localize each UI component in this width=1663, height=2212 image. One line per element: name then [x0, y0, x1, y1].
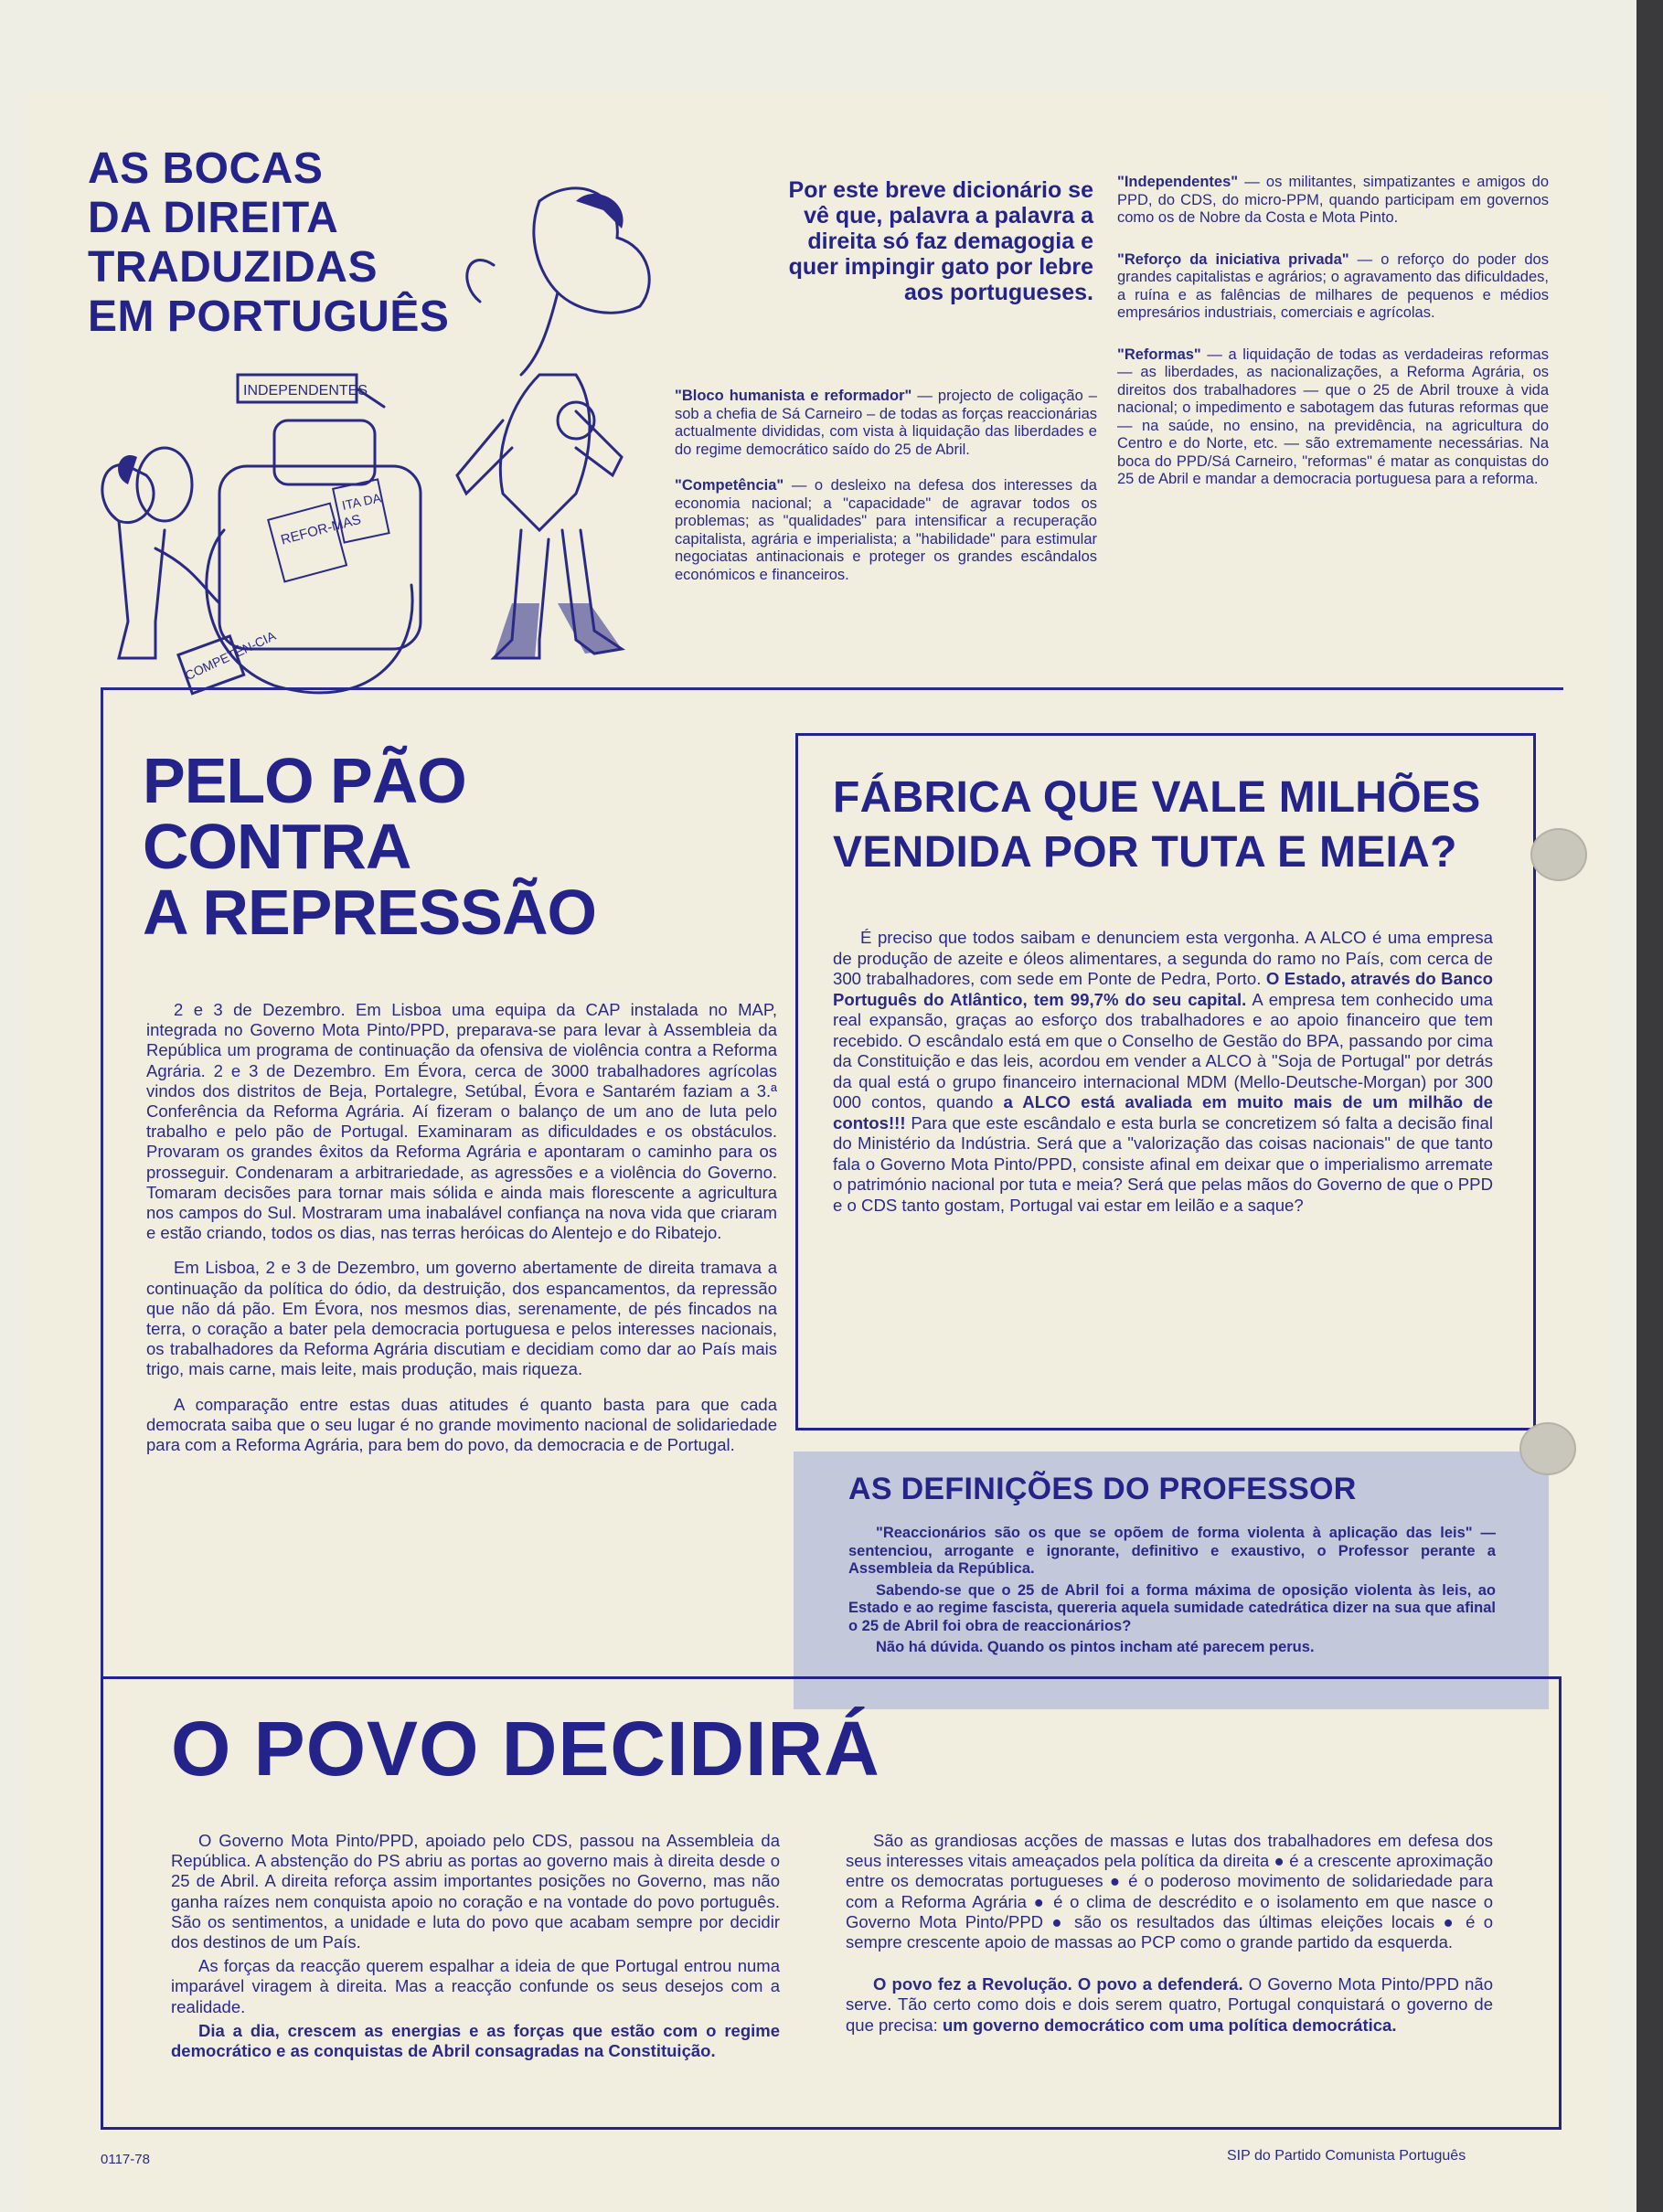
- professor-paragraph: Não há dúvida. Quando os pintos incham até parecem perus.: [876, 1639, 1315, 1655]
- top-title-line: DA DIREITA: [88, 194, 339, 242]
- top-title-line: EM PORTUGUÊS: [88, 292, 450, 341]
- professor-title: AS DEFINIÇÕES DO PROFESSOR: [848, 1472, 1357, 1506]
- povo-bold: O povo fez a Revolução. O povo a defenderá.: [873, 1974, 1243, 1994]
- punch-hole: [1519, 1422, 1576, 1475]
- fabrica-text: Para que este escândalo e esta burla se concretizem só falta a decisão final do Ministério da Indústria. Será que a "valorização das coisas nacionais" de que tanto fala o Governo Mota Pinto/PPD, consiste afinal em deixar que o imperialismo arremate o património nacional por tuta e meia? Será que pelas mãos do Governo de que o PPD e o CDS tanto gostam, Portugal vai estar em leilão e a saque?: [833, 1112, 1493, 1215]
- cartoon-illustration: [64, 146, 695, 731]
- povo-paragraph: Dia a dia, crescem as energias e as forças que estão com o regime democrático e as conquistas de Abril consagradas na Constituição.: [171, 2020, 780, 2061]
- entry-independentes: [1117, 174, 1549, 228]
- entry-text: — o reforço do poder dos grandes capitalistas e agrários; o agravamento das dificuldades, a ruína e as falências de milhares de pequenos e médios empresários industriais, comerciais e agrícolas.: [1117, 250, 1549, 321]
- independentes-tag: INDEPENDENTES: [243, 383, 368, 399]
- fabrica-title: [833, 771, 1481, 880]
- dictionary-right-column: [1117, 174, 1549, 493]
- pao-article: [146, 1000, 777, 1459]
- entry-text: — projecto de coligação – sob a chefia de Sá Carneiro – de todas as forças reaccionárias actualmente divididas, com vista à liquidação das liberdades e do regime democrático saído do 25 de Abril.: [675, 388, 1097, 458]
- top-title-line: TRADUZIDAS: [88, 243, 378, 292]
- entry-bloco: [675, 388, 1097, 459]
- section-divider: [101, 687, 1563, 690]
- leaflet-sheet: [27, 91, 1609, 2212]
- povo-left-column: [171, 1831, 780, 2065]
- fabrica-bold: O Estado, através do Banco Português do Atlântico, tem 99,7% do seu capital.: [833, 969, 1493, 1009]
- fabrica-article: [833, 928, 1493, 1219]
- povo-paragraph: As forças da reacção querem espalhar a ideia de que Portugal entrou numa imparável viragem à direita. Mas a reacção confunde os seus desejos com a realidade.: [171, 1956, 780, 2016]
- pao-title-line: CONTRA: [143, 811, 411, 882]
- top-title-line: AS BOCAS: [88, 144, 324, 193]
- pao-paragraph: 2 e 3 de Dezembro. Em Lisboa uma equipa da CAP instalada no MAP, integrada no Governo Mota Pinto/PPD, preparava-se para levar à Assembleia da República um programa de continuação da ofensiva de violência contra a Reforma Agrária. 2 e 3 de Dezembro. Em Évora, cerca de 3000 trabalhadores agrícolas vindos dos distritos de Beja, Portalegre, Setúbal, Évora e Santarém faziam a 3.ª Conferência da Reforma Agrária. Aí fizeram o balanço de um ano de luta pelo trabalho e pelo pão de Portugal. Examinaram as dificuldades e os obstáculos. Provaram os grandes êxitos da Reforma Agrária e apontaram o caminho para os prosseguir. Condenaram a arbitrariedade, as agressões e a violência do Governo. Tomaram decisões para tornar mais sólida e ainda mais florescente a agricultura nos campos do Sul. Mostraram uma inabalável confiança na nova vida que criaram e estão criando, todos os dias, nas terras heróicas do Alentejo e do Ribatejo.: [146, 1000, 777, 1243]
- entry-reforco: [1117, 251, 1549, 323]
- povo-right-column: [846, 1831, 1493, 2039]
- fabrica-title-line: FÁBRICA QUE VALE MILHÕES: [833, 773, 1481, 822]
- fabrica-bold: a ALCO está avaliada em muito mais de um milhão de contos!!!: [833, 1092, 1494, 1133]
- entry-term: "Competência": [675, 477, 784, 494]
- footer-code: 0117-78: [101, 2152, 150, 2167]
- dictionary-intro: Por este breve dicionário se vê que, palavra a palavra a direita só faz demagogia e quer impingir gato por lebre aos portugueses.: [788, 177, 1093, 305]
- entry-term: "Bloco humanista e reformador": [675, 388, 912, 404]
- fabrica-box: [795, 733, 1536, 1430]
- fabrica-text: A empresa tem conhecido uma real expansão, graças ao esforço dos trabalhadores e ao apoio financeiro que tem recebido. O escândalo está em que o Conselho de Gestão do BPA, passando por cima da Constituição e das leis, acordou em vender a ALCO à "Soja de Portugal" por detrás da qual está o grupo financeiro internacional MDM (Mello-Deutsche-Morgan) por 300 000 contos, quando: [833, 989, 1494, 1111]
- cartoon-drawing: [64, 146, 695, 731]
- fabrica-text: É preciso que todos saibam e denunciem esta vergonha. A ALCO é uma empresa de produção de azeite e óleos alimentares, a segunda do ramo no País, com cerca de 300 trabalhadores, com sede em Ponte de Pedra, Porto.: [833, 928, 1493, 988]
- povo-title: O POVO DECIDIRÁ: [171, 1706, 880, 1792]
- entry-text: — a liquidação de todas as verdadeiras reformas — as liberdades, as nacionalizações, a Reforma Agrária, os direitos dos trabalhadores — que o 25 de Abril trouxe à vida nacional; o impedimento e sabotagem das futuras reformas que — na saúde, no ensino, na previdência, na agricultura do Centro e do Norte, etc. — são extremamente necessárias. Na boca do PPD/Sá Carneiro, "reformas" é matar as conquistas do 25 de Abril e mandar a democracia portuguesa para a reforma.: [1117, 346, 1549, 487]
- pao-title: [143, 745, 596, 948]
- povo-bold: um governo democrático com uma política democrática.: [942, 2015, 1397, 2035]
- fabrica-paragraph: [833, 928, 1493, 1216]
- pao-paragraph: Em Lisboa, 2 e 3 de Dezembro, um governo abertamente de direita tramava a continuação da política do ódio, da destruição, dos espancamentos, da repressão que não dá pão. Em Évora, nos mesmos dias, serenamente, de pés fincados na terra, o coração a bater pela democracia portuguesa e pelos interesses nacionais, os trabalhadores da Reforma Agrária discutiam e decidiam como dar ao País mais trigo, mais carne, mais leite, mais produção, mais riqueza.: [146, 1258, 777, 1379]
- punch-hole: [1530, 828, 1587, 881]
- entry-text: — os militantes, simpatizantes e amigos do PPD, do CDS, do micro-PPM, quando participam em governos como os de Nobre da Costa e Mota Pinto.: [1117, 174, 1549, 226]
- entry-term: "Reformas": [1117, 346, 1201, 363]
- ita-tag: ITA DA: [340, 490, 383, 513]
- entry-term: "Independentes": [1117, 174, 1239, 190]
- povo-text: O Governo Mota Pinto/PPD não serve. Tão certo como dois e dois serem quatro, Portugal conquistará o governo de que precisa:: [846, 1974, 1493, 2035]
- professor-box: [794, 1452, 1549, 1709]
- pao-title-line: PELO PÃO: [143, 745, 466, 816]
- professor-article: [848, 1525, 1496, 1661]
- footer-credit: SIP do Partido Comunista Português: [1227, 2148, 1466, 2164]
- column-divider: [101, 687, 103, 1697]
- povo-box: [101, 1676, 1562, 2130]
- entry-text: — o desleixo na defesa dos interesses da economia nacional; a "capacidade" de agravar todos os problemas; as "qualidades" para intensificar a recuperação capitalista, agrária e imperialista; a "habilidade" para estimular negociatas antinacionais e proteger os grandes escândalos económicos e financeiros.: [675, 477, 1097, 583]
- pao-title-line: A REPRESSÃO: [143, 877, 596, 948]
- povo-paragraph: O Governo Mota Pinto/PPD, apoiado pelo CDS, passou na Assembleia da República. A abstenção do PS abriu as portas ao governo mais à direita desde o 25 de Abril. A direita reforça assim importantes posições no Governo, mas não ganha raízes nem conquista apoio no coração e na vontade do povo português. São os sentimentos, a unidade e luta do povo que acabam sempre por decidir dos destinos de um País.: [171, 1831, 780, 1952]
- dictionary-middle-column: [675, 388, 1097, 588]
- povo-paragraph: [846, 1974, 1493, 2036]
- reformas-tag: REFOR-MAS: [279, 511, 363, 548]
- entry-competencia: [675, 477, 1097, 584]
- povo-paragraph: São as grandiosas acções de massas e lutas dos trabalhadores em defesa dos seus interesses vitais ameaçados pela política da direita ● é a crescente aproximação entre os democratas portugueses ● é o poderoso movimento de solidariedade para com a Reforma Agrária ● é o clima de descrédito e o isolamento em que nasce o Governo Mota Pinto/PPD ● são os resultados das últimas eleições locais ● é o sempre crescente apoio de massas ao PCP como o grande partido da esquerda.: [846, 1831, 1493, 1952]
- competencia-tag: COMPETÊN-CIA: [182, 628, 278, 684]
- professor-paragraph: "Reaccionários são os que se opõem de forma violenta à aplicação das leis" — sentenciou, arrogante e ignorante, definitivo e exaustivo, o Professor perante a Assembleia da República.: [848, 1525, 1496, 1577]
- professor-paragraph: Sabendo-se que o 25 de Abril foi a forma máxima de oposição violenta às leis, ao Estado e ao regime fascista, quereria aquela sumidade catedrática dizer na sua que afinal o 25 de Abril foi obra de reaccionários?: [848, 1581, 1496, 1634]
- pao-paragraph: A comparação entre estas duas atitudes é quanto basta para que cada democrata saiba que o seu lugar é no grande movimento nacional de solidariedade para com a Reforma Agrária, para bem do povo, da democracia e de Portugal.: [146, 1394, 777, 1455]
- entry-term: "Reforço da iniciativa privada": [1117, 250, 1349, 268]
- entry-reformas: [1117, 346, 1549, 489]
- fabrica-title-line: VENDIDA POR TUTA E MEIA?: [833, 828, 1457, 877]
